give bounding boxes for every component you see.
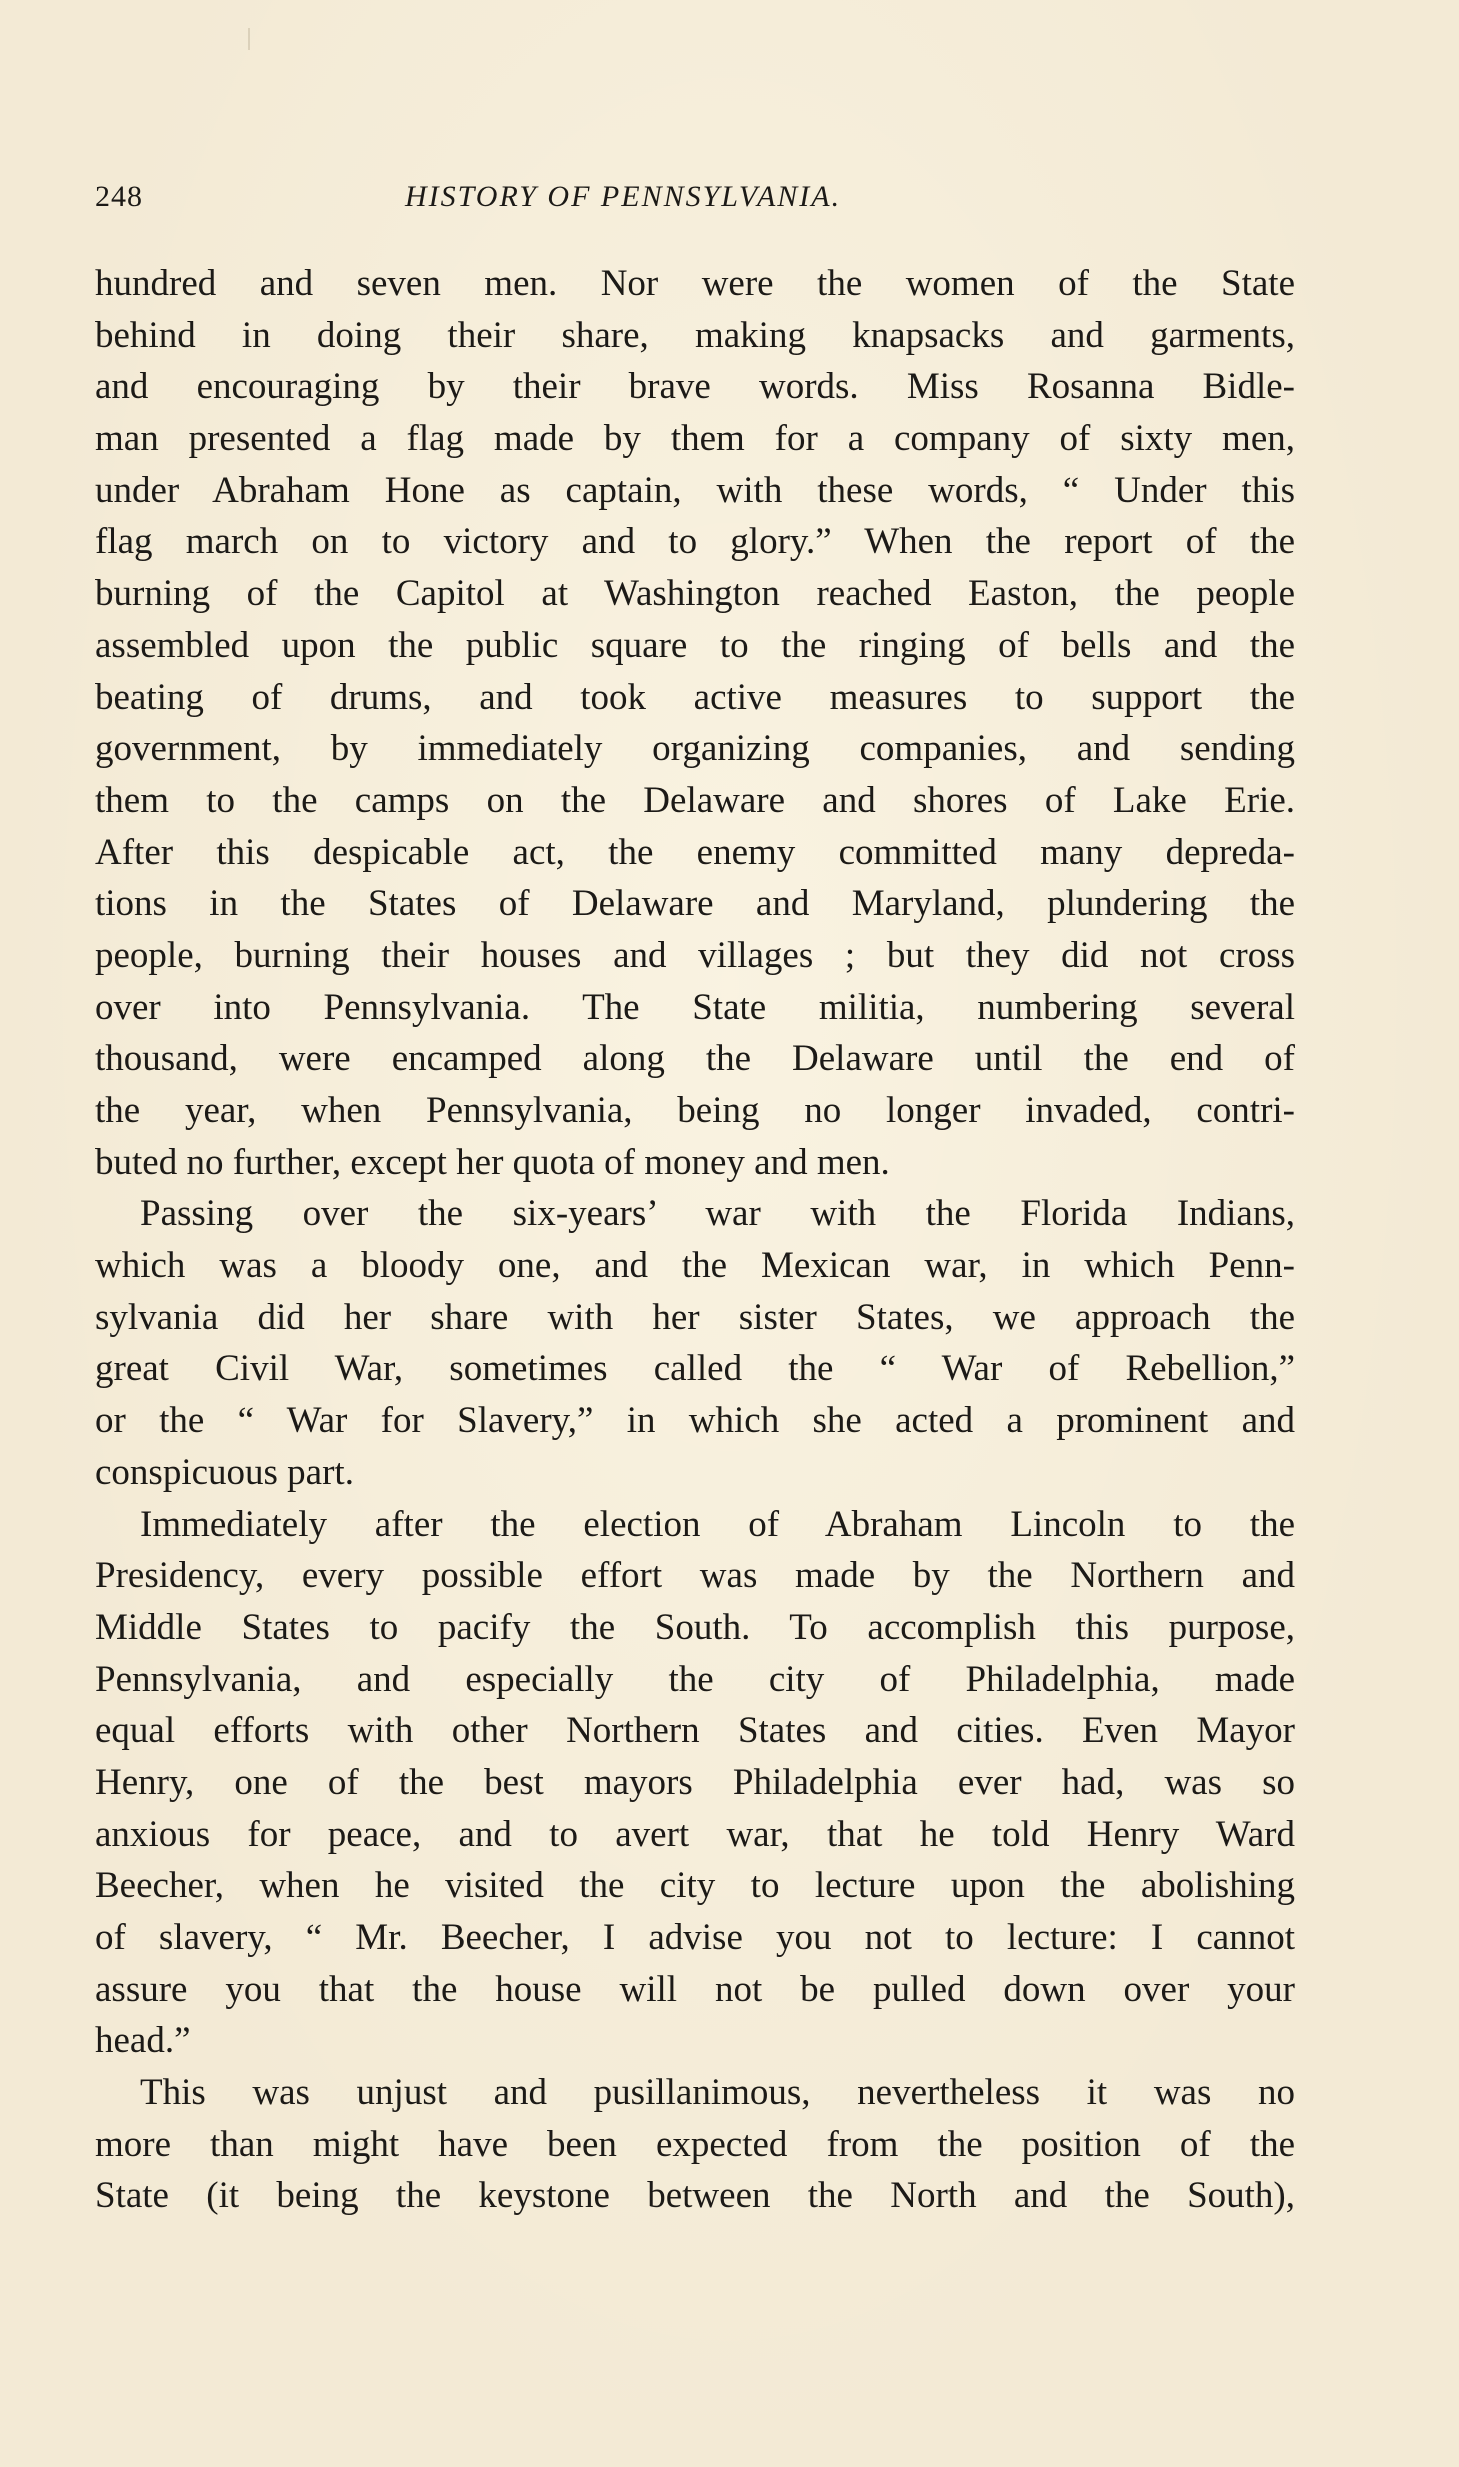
text-line: flag march on to victory and to glory.” When the report of the (95, 521, 1295, 563)
text-line: man presented a flag made by them for a company of sixty men, (95, 418, 1295, 460)
running-header (95, 180, 1295, 230)
text-line: of slavery, “ Mr. Beecher, I advise you not to lecture: I cannot (95, 1917, 1295, 1958)
text-line: thousand, were encamped along the Delaware until the end of (95, 1038, 1295, 1080)
text-line: them to the camps on the Delaware and shores of Lake Erie. (95, 779, 1295, 821)
text-line: Beecher, when he visited the city to lecture upon the abolishing (95, 1865, 1295, 1907)
text-line: over into Pennsylvania. The State militia, numbering several (95, 986, 1295, 1028)
text-line: Presidency, every possible effort was made by the Northern and (95, 1555, 1295, 1597)
text-line: sylvania did her share with her sister States, we approach the (95, 1296, 1295, 1338)
paper-speck (248, 28, 250, 50)
text-line: the year, when Pennsylvania, being no longer invaded, contri- (95, 1090, 1295, 1131)
text-line: conspicuous part. (95, 1451, 354, 1493)
text-line: and encouraging by their brave words. Miss Rosanna Bidle- (95, 366, 1295, 408)
text-line: This was unjust and pusillanimous, nevertheless it was no (140, 2072, 1295, 2114)
text-line: more than might have been expected from the position of the (95, 2123, 1295, 2165)
text-line: buted no further, except her quota of money and men. (95, 1141, 890, 1183)
running-title: HISTORY OF PENNSYLVANIA. (405, 180, 842, 213)
text-line: beating of drums, and took active measures to support the (95, 676, 1295, 718)
text-line: tions in the States of Delaware and Maryland, plundering the (95, 883, 1295, 925)
text-line: After this despicable act, the enemy committed many depreda- (95, 831, 1295, 873)
text-line: great Civil War, sometimes called the “ War of Rebellion,” (95, 1348, 1295, 1390)
text-line: Pennsylvania, and especially the city of Philadelphia, made (95, 1658, 1295, 1700)
text-line: Henry, one of the best mayors Philadelphia ever had, was so (95, 1761, 1295, 1803)
text-line: State (it being the keystone between the North and the South), (95, 2175, 1295, 2217)
text-line: anxious for peace, and to avert war, that he told Henry Ward (95, 1813, 1295, 1855)
text-line: hundred and seven men. Nor were the women of the State (95, 263, 1295, 304)
text-line: or the “ War for Slavery,” in which she acted a prominent and (95, 1400, 1295, 1442)
text-line: Passing over the six-years’ war with the Florida Indians, (140, 1193, 1295, 1235)
text-line: head.” (95, 2020, 191, 2062)
text-line: government, by immediately organizing companies, and sending (95, 728, 1295, 770)
text-line: burning of the Capitol at Washington reached Easton, the people (95, 573, 1295, 615)
text-line: under Abraham Hone as captain, with these words, “ Under this (95, 469, 1295, 511)
text-line: Middle States to pacify the South. To accomplish this purpose, (95, 1606, 1295, 1648)
text-line: assembled upon the public square to the ringing of bells and the (95, 624, 1295, 666)
text-line: behind in doing their share, making knapsacks and garments, (95, 314, 1295, 356)
text-line: people, burning their houses and villages ; but they did not cross (95, 934, 1295, 976)
text-line: Immediately after the election of Abraham Lincoln to the (140, 1503, 1295, 1545)
text-line: equal efforts with other Northern States and cities. Even Mayor (95, 1710, 1295, 1752)
text-line: assure you that the house will not be pulled down over your (95, 1968, 1295, 2010)
text-line: which was a bloody one, and the Mexican war, in which Penn- (95, 1245, 1295, 1287)
page-number: 248 (95, 180, 143, 213)
body-text (95, 258, 1295, 2222)
